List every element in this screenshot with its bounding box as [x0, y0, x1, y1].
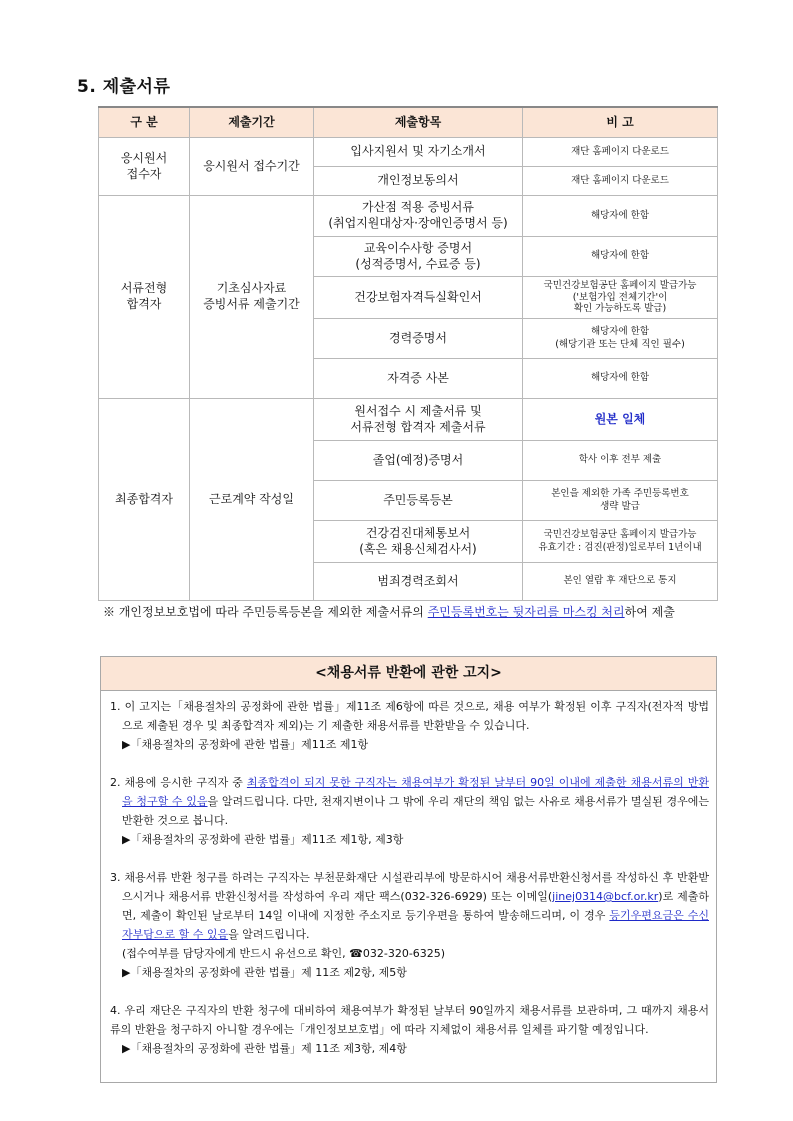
footnote-text: ※ 개인정보보호법에 따라 주민등록등본을 제외한 제출서류의 — [103, 605, 428, 619]
table-row — [99, 196, 718, 237]
note-cell: 해당자에 한함 (해당기관 또는 단체 직인 필수) — [523, 319, 718, 359]
note-cell: 본인을 제외한 가족 주민등록번호 생략 발급 — [523, 481, 718, 521]
notice-item-4 — [110, 1001, 709, 1058]
header-category: 구 분 — [99, 107, 190, 138]
period-cell: 근로계약 작성일 — [190, 399, 314, 601]
notice-text: 을 알려드립니다. — [228, 928, 310, 941]
return-claim-link[interactable]: 최종합격이 되지 못한 구직자는 채용여부가 확정된 날부터 90일 이내에 제출한 채용서류의 반환을 청구할 수 있음 — [122, 776, 709, 808]
category-cell: 응시원서 접수자 — [99, 138, 190, 196]
notice-item-text: 4. 우리 재단은 구직자의 반환 청구에 대비하여 채용여부가 확정된 날부터 90일까지 채용서류를 보관하며, 그 때까지 채용서류의 반환을 청구하지 아니할 경우에는「개인정보보호법」에 따라 지체없이 채용서류 일체를 파기할 예정입니다. — [110, 1004, 709, 1036]
section-title: 5. 제출서류 — [77, 77, 171, 97]
law-reference: ▶「채용절차의 공정화에 관한 법률」제11조 제1항, 제3항 — [122, 833, 404, 846]
item-cell: 교육이수사항 증명서 (성적증명서, 수료증 등) — [314, 237, 523, 277]
item-cell: 건강검진대체통보서 (혹은 채용신체검사서) — [314, 521, 523, 563]
notice-body — [101, 691, 716, 1058]
law-reference: ▶「채용절차의 공정화에 관한 법률」제 11조 제3항, 제4항 — [122, 1042, 407, 1055]
notice-title: <채용서류 반환에 관한 고지> — [101, 657, 716, 691]
notice-text: 2. 채용에 응시한 구직자 중 — [110, 776, 247, 789]
item-cell: 졸업(예정)증명서 — [314, 441, 523, 481]
note-cell: 본인 열람 후 재단으로 통지 — [523, 563, 718, 601]
item-cell: 원서접수 시 제출서류 및 서류전형 합격자 제출서류 — [314, 399, 523, 441]
notice-text: 을 알려드립니다. 다만, 천재지변이나 그 밖에 우리 재단의 책임 없는 사유로 채용서류가 멸실된 경우에는 반환한 것으로 봅니다. — [122, 795, 709, 827]
phone-note: (접수여부를 담당자에게 반드시 유선으로 확인, ☎032-320-6325) — [122, 947, 446, 960]
table-row — [99, 399, 718, 441]
law-reference: ▶「채용절차의 공정화에 관한 법률」제 11조 제2항, 제5항 — [122, 966, 407, 979]
table-row — [99, 138, 718, 167]
note-cell: 학사 이후 전부 제출 — [523, 441, 718, 481]
item-cell: 경력증명서 — [314, 319, 523, 359]
note-cell: 해당자에 한함 — [523, 237, 718, 277]
item-cell: 입사지원서 및 자기소개서 — [314, 138, 523, 167]
footnote-text-end: 하여 제출 — [624, 605, 675, 619]
period-cell: 응시원서 접수기간 — [190, 138, 314, 196]
header-item: 제출항목 — [314, 107, 523, 138]
period-cell: 기초심사자료 증빙서류 제출기간 — [190, 196, 314, 399]
notice-text: 3. 채용서류 반환 청구를 하려는 구직자는 부천문화재단 시설관리부에 방문하시어 채용서류반환신청서를 작성하신 후 반환받으시거나 채용서류 반환신청서를 작성하여 우리 재단 팩스(032-326-6929) 또는 이메일( — [110, 871, 709, 903]
note-cell: 해당자에 한함 — [523, 196, 718, 237]
note-cell-highlight: 원본 일체 — [523, 399, 718, 441]
notice-item-1 — [110, 697, 709, 754]
email-link[interactable]: jinej0314@bcf.or.kr — [552, 890, 659, 903]
note-cell: 해당자에 한함 — [523, 359, 718, 399]
notice-item-text — [110, 773, 709, 830]
submission-documents-table — [98, 106, 718, 601]
note-cell: 재단 홈페이지 다운로드 — [523, 167, 718, 196]
item-cell: 개인정보동의서 — [314, 167, 523, 196]
footnote-link[interactable]: 주민등록번호는 뒷자리를 마스킹 처리 — [427, 605, 625, 619]
item-cell: 자격증 사본 — [314, 359, 523, 399]
table-header-row — [99, 107, 718, 138]
postage-link[interactable]: 등기우편요금은 수신자부담으로 할 수 있음 — [122, 909, 709, 941]
category-cell: 최종합격자 — [99, 399, 190, 601]
item-cell: 건강보험자격득실확인서 — [314, 277, 523, 319]
notice-item-text — [110, 868, 709, 944]
masking-footnote — [103, 602, 715, 623]
note-cell: 국민건강보험공단 홈페이지 발급가능 유효기간 : 검진(판정)일로부터 1년이내 — [523, 521, 718, 563]
notice-item-2 — [110, 773, 709, 849]
note-cell: 재단 홈페이지 다운로드 — [523, 138, 718, 167]
law-reference: ▶「채용절차의 공정화에 관한 법률」제11조 제1항 — [122, 738, 369, 751]
header-period: 제출기간 — [190, 107, 314, 138]
category-cell: 서류전형 합격자 — [99, 196, 190, 399]
notice-text: )로 제출하면, 제출이 확인된 날로부터 14일 이내에 지정한 주소지로 등기우편을 통하여 발송해드리며, 이 경우 — [122, 890, 709, 922]
notice-box — [100, 656, 717, 1083]
note-cell: 국민건강보험공단 홈페이지 발급가능 ('보험가입 전체기간'이 확인 가능하도록 발급) — [523, 277, 718, 319]
item-cell: 범죄경력조회서 — [314, 563, 523, 601]
notice-item-3 — [110, 868, 709, 982]
header-note: 비 고 — [523, 107, 718, 138]
item-cell: 가산점 적용 증빙서류 (취업지원대상자·장애인증명서 등) — [314, 196, 523, 237]
item-cell: 주민등록등본 — [314, 481, 523, 521]
notice-item-text: 1. 이 고지는「채용절차의 공정화에 관한 법률」제11조 제6항에 따른 것으로, 채용 여부가 확정된 이후 구직자(전자적 방법으로 제출된 경우 및 최종합격자 제외)는 기 제출한 채용서류를 반환받을 수 있습니다. — [110, 700, 709, 732]
